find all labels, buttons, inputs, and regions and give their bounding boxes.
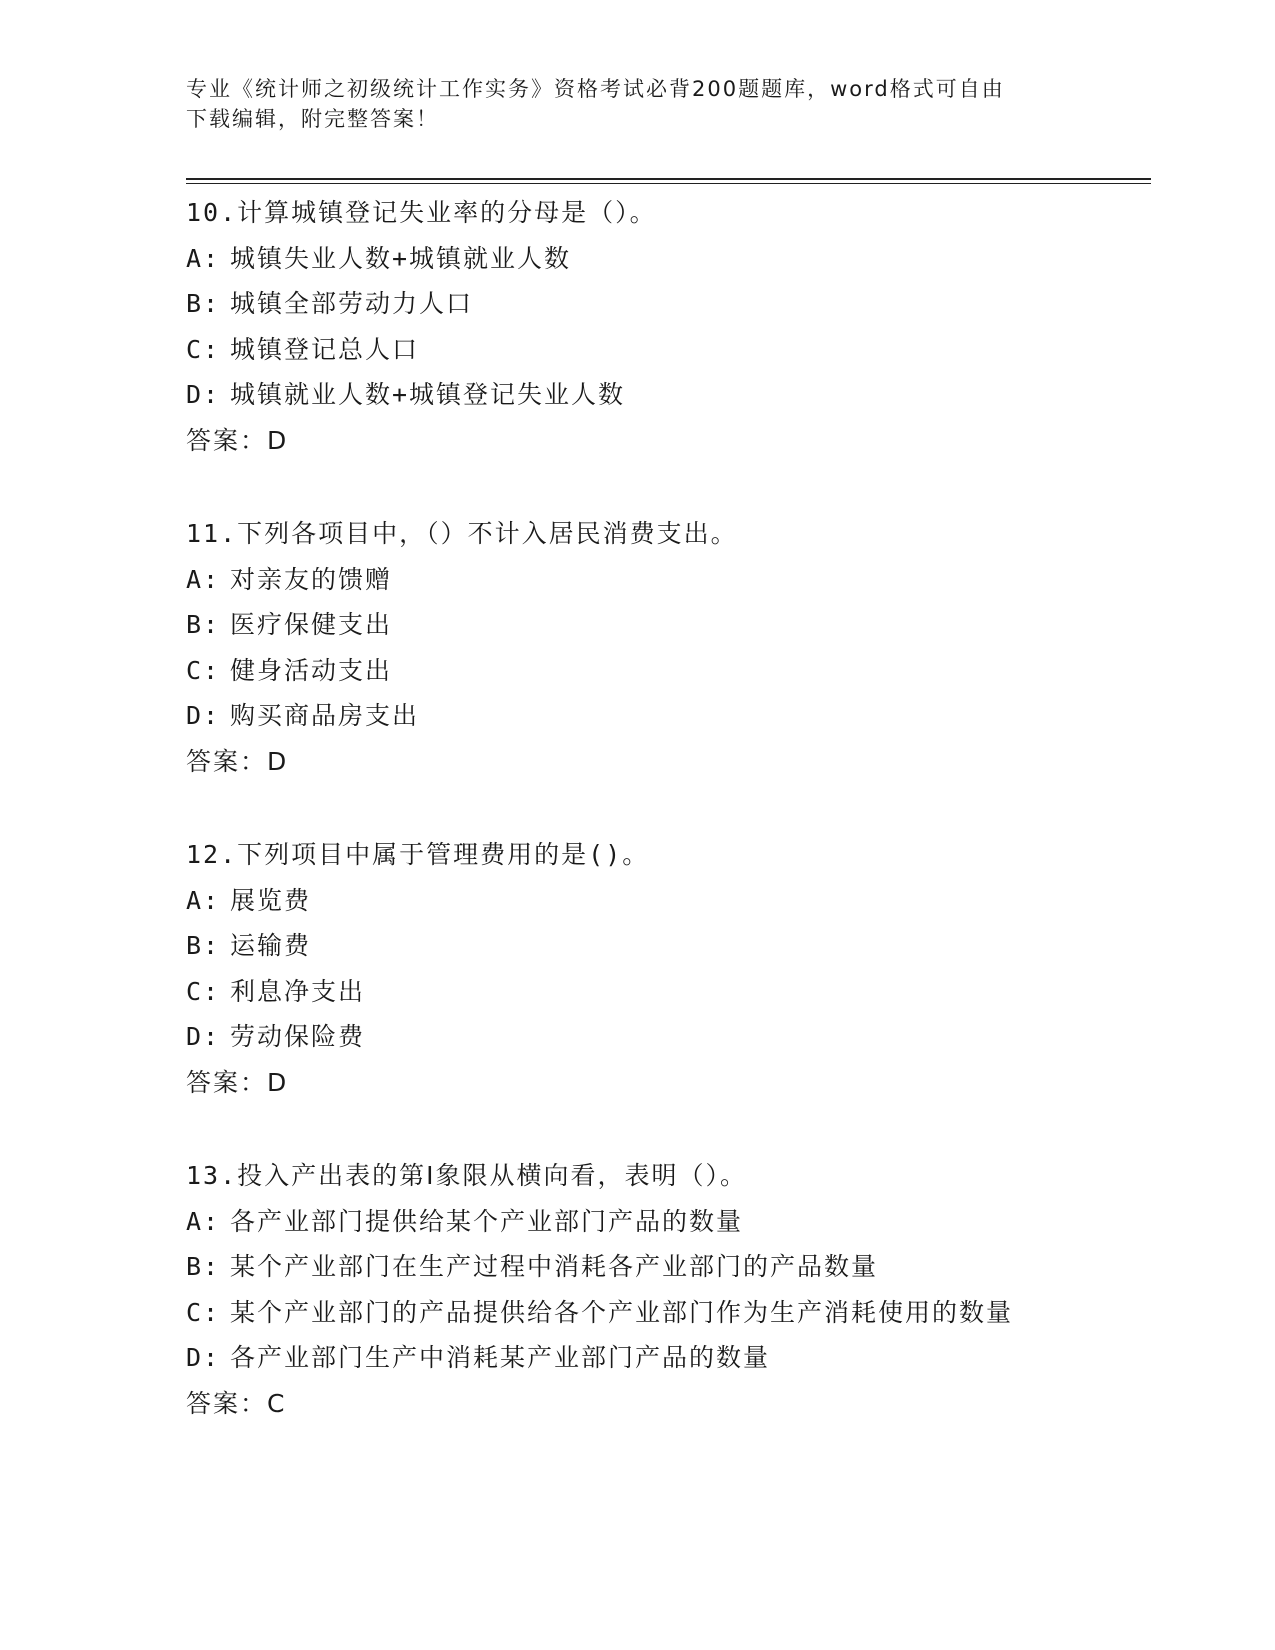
option-text: 对亲友的馈赠 — [230, 564, 393, 594]
option-c — [186, 1290, 1146, 1336]
option-text: 城镇就业人数+城镇登记失业人数 — [230, 380, 626, 409]
option-c — [186, 969, 1146, 1015]
header-line-1: 专业《统计师之初级统计工作实务》资格考试必背200题题库，word格式可自由 — [186, 77, 1005, 101]
option-text: 运输费 — [230, 931, 312, 960]
option-b — [186, 602, 1146, 648]
answer-line: 答案：D — [186, 1067, 289, 1097]
question-stem — [186, 511, 1146, 557]
option-text: 劳动保险费 — [230, 1022, 366, 1051]
option-letter: C: — [186, 655, 221, 685]
option-b — [186, 923, 1146, 969]
option-letter: A: — [186, 885, 221, 915]
question-text: 计算城镇登记失业率的分母是（）。 — [237, 198, 657, 227]
answer-line: 答案：D — [186, 425, 289, 455]
question-number: 12. — [186, 840, 238, 869]
option-letter: B: — [186, 610, 221, 639]
question-number: 11. — [186, 519, 238, 548]
option-letter: C: — [186, 1297, 221, 1327]
option-letter: B: — [186, 1252, 221, 1281]
option-letter: A: — [186, 243, 221, 273]
option-text: 购买商品房支出 — [230, 701, 420, 730]
option-text: 各产业部门提供给某个产业部门产品的数量 — [230, 1206, 744, 1236]
question-number: 10. — [186, 198, 238, 227]
option-text: 某个产业部门在生产过程中消耗各产业部门的产品数量 — [230, 1252, 879, 1281]
question-text: 投入产出表的第Ⅰ象限从横向看，表明（）。 — [237, 1161, 748, 1190]
option-letter: B: — [186, 931, 221, 960]
option-text: 利息净支出 — [230, 976, 366, 1006]
option-letter: C: — [186, 976, 221, 1006]
question-list — [186, 190, 1146, 1474]
option-text: 健身活动支出 — [230, 655, 393, 685]
question-10 — [186, 190, 1146, 463]
question-number: 13. — [186, 1161, 238, 1190]
option-c — [186, 648, 1146, 694]
option-text: 城镇登记总人口 — [230, 334, 420, 364]
option-text: 医疗保健支出 — [230, 610, 393, 639]
question-11 — [186, 511, 1146, 784]
question-text: 下列项目中属于管理费用的是()。 — [237, 840, 650, 869]
option-text: 某个产业部门的产品提供给各个产业部门作为生产消耗使用的数量 — [230, 1297, 1014, 1327]
header-line-2: 下载编辑，附完整答案！ — [186, 107, 439, 131]
option-d — [186, 372, 1146, 418]
option-a — [186, 878, 1146, 924]
question-stem — [186, 832, 1146, 878]
question-text: 下列各项目中，（）不计入居民消费支出。 — [237, 519, 738, 548]
option-text: 各产业部门生产中消耗某产业部门产品的数量 — [230, 1343, 771, 1372]
option-a — [186, 1199, 1146, 1245]
question-stem — [186, 1153, 1146, 1199]
option-c — [186, 327, 1146, 373]
option-d — [186, 693, 1146, 739]
option-b — [186, 1244, 1146, 1290]
option-letter: D: — [186, 701, 221, 730]
option-letter: B: — [186, 289, 221, 318]
option-text: 城镇全部劳动力人口 — [230, 289, 474, 318]
question-13 — [186, 1153, 1146, 1426]
header-divider — [186, 178, 1151, 184]
option-letter: D: — [186, 1022, 221, 1051]
option-letter: A: — [186, 564, 221, 594]
question-stem — [186, 190, 1146, 236]
option-a — [186, 236, 1146, 282]
option-letter: C: — [186, 334, 221, 364]
option-d — [186, 1335, 1146, 1381]
option-letter: A: — [186, 1206, 221, 1236]
option-letter: D: — [186, 380, 221, 409]
option-b — [186, 281, 1146, 327]
option-d — [186, 1014, 1146, 1060]
answer-line: 答案：C — [186, 1388, 287, 1418]
option-text: 展览费 — [230, 885, 312, 915]
option-a — [186, 557, 1146, 603]
option-text: 城镇失业人数+城镇就业人数 — [230, 243, 572, 273]
document-header — [186, 74, 1066, 134]
question-12 — [186, 832, 1146, 1105]
answer-line: 答案：D — [186, 746, 289, 776]
option-letter: D: — [186, 1343, 221, 1372]
